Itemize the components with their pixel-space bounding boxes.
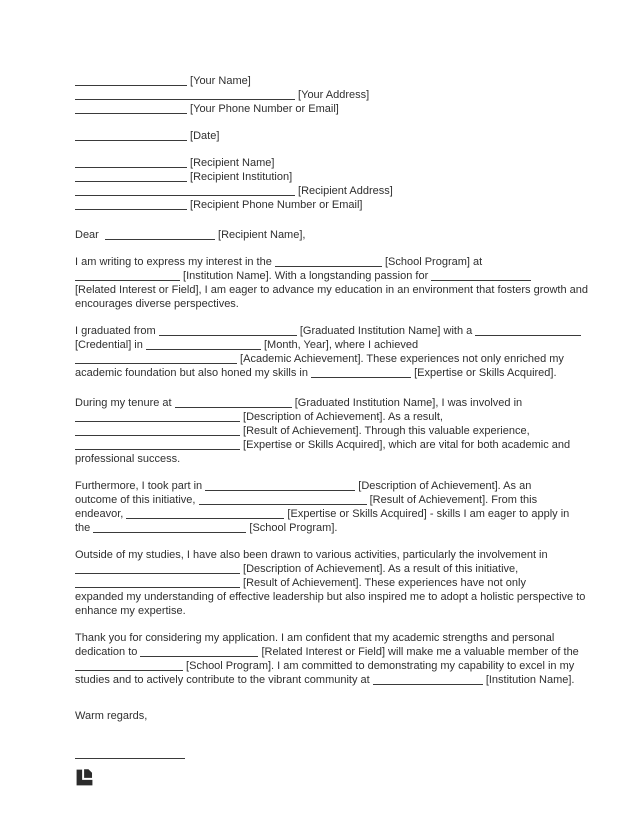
paragraph-6 bbox=[75, 631, 579, 687]
letter-line bbox=[75, 452, 575, 466]
blank-field bbox=[75, 131, 187, 141]
letter-text: [Result of Achievement]. Through this valuable experience, bbox=[240, 425, 530, 437]
blank-field bbox=[75, 90, 295, 100]
letter-line bbox=[75, 129, 575, 143]
letter-text: dedication to bbox=[75, 646, 141, 658]
letter-text: [Institution Name]. bbox=[482, 674, 575, 686]
letter-line bbox=[75, 709, 575, 723]
letter-text: [Your Address] bbox=[295, 89, 370, 101]
blank-field bbox=[75, 749, 185, 759]
blank-field bbox=[75, 578, 240, 588]
letter-line bbox=[75, 170, 575, 184]
letter-text: endeavor, bbox=[75, 508, 127, 520]
letter-text: [Result of Achievement]. These experiences have not only bbox=[240, 577, 526, 589]
letter-text: [Month, Year], where I achieved bbox=[260, 339, 419, 351]
letter-line bbox=[75, 184, 575, 198]
blank-field bbox=[75, 440, 240, 450]
brand-logo bbox=[75, 768, 94, 787]
letter-text: [School Program]. I am committed to demonstrating my capability to excel in my bbox=[183, 660, 575, 672]
blank-field bbox=[75, 426, 240, 436]
letter-line bbox=[75, 396, 575, 410]
letter-text: [Recipient Name] bbox=[187, 157, 275, 169]
blank-field bbox=[431, 271, 531, 281]
letter-line bbox=[75, 156, 575, 170]
closing bbox=[75, 709, 575, 723]
letter-line bbox=[75, 604, 575, 618]
letter-line bbox=[75, 438, 575, 452]
letter-line bbox=[75, 479, 575, 493]
blank-field bbox=[373, 675, 483, 685]
letter-line bbox=[75, 366, 575, 380]
blank-field bbox=[199, 495, 367, 505]
letter-text: [Expertise or Skills Acquired], which are vital for both academic and bbox=[240, 439, 571, 451]
letter-line bbox=[75, 521, 575, 535]
letter-text: [Your Name] bbox=[187, 75, 251, 87]
blank-field bbox=[140, 647, 258, 657]
letter-text: Thank you for considering my application. I am confident that my academic strengths and personal bbox=[75, 632, 555, 644]
letter-text: [School Program] at bbox=[381, 256, 483, 268]
letter-line bbox=[75, 493, 575, 507]
blank-field bbox=[75, 76, 187, 86]
letter-text: [Expertise or Skills Acquired]. bbox=[411, 367, 557, 379]
letter-text: [Related Interest or Field] will make me a valuable member of the bbox=[258, 646, 579, 658]
letter-text: [Institution Name]. With a longstanding passion for bbox=[180, 270, 432, 282]
blank-field bbox=[93, 523, 246, 533]
blank-field bbox=[475, 326, 581, 336]
letter-line bbox=[75, 576, 575, 590]
letter-text: Outside of my studies, I have also been drawn to various activities, particularly the involvement in bbox=[75, 549, 548, 561]
blank-field bbox=[75, 186, 295, 196]
signature bbox=[75, 747, 575, 761]
letter-line bbox=[75, 590, 586, 604]
letter-line bbox=[75, 255, 575, 269]
letter-text: [Recipient Phone Number or Email] bbox=[187, 199, 363, 211]
paragraph-5 bbox=[75, 548, 586, 618]
letter-text: [Description of Achievement]. As an bbox=[355, 480, 532, 492]
blank-field bbox=[75, 172, 187, 182]
letter-text: [Date] bbox=[187, 130, 220, 142]
blank-field bbox=[159, 326, 297, 336]
letter-text: [Description of Achievement]. As a result of this initiative, bbox=[240, 563, 519, 575]
letter-text: academic foundation but also honed my skills in bbox=[75, 367, 312, 379]
letter-text: [Graduated Institution Name], I was involved in bbox=[291, 397, 523, 409]
letter-line bbox=[75, 645, 579, 659]
letter-line bbox=[75, 548, 575, 562]
letter-line bbox=[75, 410, 575, 424]
paragraph-1 bbox=[75, 255, 589, 311]
blank-field bbox=[75, 564, 240, 574]
letter-line bbox=[75, 659, 575, 673]
letter-line bbox=[75, 352, 575, 366]
blank-field bbox=[126, 509, 284, 519]
letter-text: [Academic Achievement]. These experiences not only enriched my bbox=[237, 353, 564, 365]
letter-line bbox=[75, 747, 575, 761]
date-block bbox=[75, 129, 575, 143]
letter-text: Warm regards, bbox=[75, 710, 148, 722]
letter-line bbox=[75, 74, 575, 88]
blank-field bbox=[205, 481, 355, 491]
letter-text: [Credential] in bbox=[75, 339, 146, 351]
recipient-block bbox=[75, 156, 575, 212]
letter-text: [Recipient Name], bbox=[214, 229, 306, 241]
letter-line bbox=[75, 198, 575, 212]
blank-field bbox=[105, 230, 215, 240]
blank-field bbox=[75, 661, 183, 671]
letter-text: [Expertise or Skills Acquired] - skills I am eager to apply in bbox=[284, 508, 570, 520]
letter-text: [Description of Achievement]. As a result, bbox=[240, 411, 443, 423]
letter-text: enhance my expertise. bbox=[75, 605, 186, 617]
legal-templates-logo-icon bbox=[75, 768, 94, 787]
sender-block bbox=[75, 74, 575, 116]
letter-line bbox=[75, 338, 575, 352]
salutation bbox=[75, 228, 575, 242]
letter-text: [Your Phone Number or Email] bbox=[187, 103, 339, 115]
blank-field bbox=[75, 200, 187, 210]
letter-line bbox=[75, 324, 575, 338]
letter-text: [Graduated Institution Name] with a bbox=[296, 325, 476, 337]
blank-field bbox=[75, 412, 240, 422]
letter-line bbox=[75, 631, 575, 645]
blank-field bbox=[75, 271, 180, 281]
letter-line bbox=[75, 424, 575, 438]
letter-text: the bbox=[75, 522, 94, 534]
letter-text: [Recipient Institution] bbox=[187, 171, 293, 183]
letter-text: outcome of this initiative, bbox=[75, 494, 199, 506]
letter-text: expanded my understanding of effective leadership but also inspired me to adopt a holistic perspective to bbox=[75, 591, 586, 603]
letter-body bbox=[75, 74, 589, 761]
blank-field bbox=[175, 398, 292, 408]
letter-text: I graduated from bbox=[75, 325, 159, 337]
letter-line bbox=[75, 269, 575, 283]
blank-field bbox=[75, 158, 187, 168]
letter-text: professional success. bbox=[75, 453, 181, 465]
letter-text: [Result of Achievement]. From this bbox=[366, 494, 538, 506]
letter-line bbox=[75, 283, 589, 297]
blank-field bbox=[275, 257, 382, 267]
blank-field bbox=[311, 368, 411, 378]
letter-text: [Recipient Address] bbox=[295, 185, 393, 197]
letter-text: studies and to actively contribute to the vibrant community at bbox=[75, 674, 373, 686]
blank-field bbox=[146, 340, 261, 350]
letter-text: I am writing to express my interest in the bbox=[75, 256, 275, 268]
letter-line bbox=[75, 562, 575, 576]
letter-text: [School Program]. bbox=[246, 522, 338, 534]
letter-line bbox=[75, 102, 575, 116]
blank-field bbox=[75, 354, 237, 364]
paragraph-2 bbox=[75, 324, 575, 380]
letter-line bbox=[75, 88, 575, 102]
paragraph-3 bbox=[75, 396, 575, 466]
letter-text: encourages diverse perspectives. bbox=[75, 298, 239, 310]
letter-text: [Related Interest or Field], I am eager to advance my education in an environment that fosters growth and bbox=[75, 284, 589, 296]
blank-field bbox=[75, 104, 187, 114]
letter-text: Furthermore, I took part in bbox=[75, 480, 206, 492]
letter-text: During my tenure at bbox=[75, 397, 175, 409]
letter-line bbox=[75, 228, 575, 242]
letter-line bbox=[75, 507, 575, 521]
letter-text: Dear bbox=[75, 229, 105, 241]
letter-line bbox=[75, 297, 575, 311]
letter-line bbox=[75, 673, 575, 687]
paragraph-4 bbox=[75, 479, 575, 535]
